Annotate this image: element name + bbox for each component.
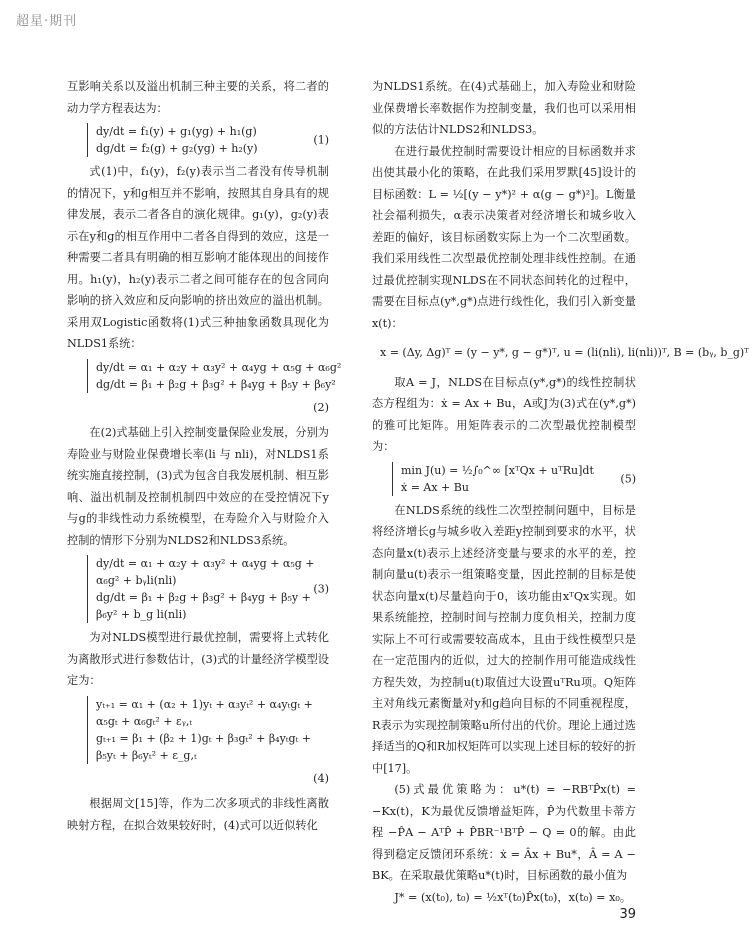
equation-line: dg/dt = f₂(g) + g₂(yg) + h₂(y) (96, 142, 258, 155)
equation-5 (372, 462, 636, 496)
right-column (372, 76, 749, 908)
paragraph: (5)式最优策略为：u*(t) = −RBᵀP̂x(t) = −Kx(t)，K为最优反馈增益矩阵，P̂为代数里卡蒂方程 −P̂A − AᵀP̂ + P̂BR⁻¹BᵀP̂ − Q = 0的解。由此得到稳定反馈闭环系统：ẋ = Âx + Bu*，Â = A − BK。在采取最优策略u*(t)时，目标函数的最小值为 (372, 783, 636, 882)
equation-line: β₆y² + b_g li(nli) (96, 608, 187, 621)
equation-line: dg/dt = β₁ + β₂g + β₃g² + β₄yg + β₅y + (96, 591, 311, 604)
paragraph: 根据周文[15]等，作为二次多项式的非线性离散映射方程，在拟合效果较好时，(4)式可以近似转化 (67, 797, 329, 832)
equation-number: (1) (313, 133, 329, 147)
paragraph: J* = (x(t₀), t₀) = ½xᵀ(t₀)P̂x(t₀)，x(t₀) = x₀。 (394, 890, 632, 904)
equation-line: yₜ₊₁ = α₁ + (α₂ + 1)yₜ + α₃yₜ² + α₄yₜgₜ + (96, 697, 313, 711)
journal-header: 超星·期刊 (16, 14, 78, 29)
equation-number: (2) (313, 400, 329, 414)
paragraph: 在(2)式基础上引入控制变量保险业发展，分别为寿险业与财险业保费增长率(li 与 nli)，对NLDS1系统实施直接控制，(3)式为包含自我发展机制、相互影响、溢出机制及控制机制四中效应的在受控情况下y与g的非线性动力系统模型，在寿险介入与财险介入控制的情形下分别为NLDS2和NLDS3系统。 (67, 426, 329, 547)
equation-line: min J(u) = ½∫₀^∞ [xᵀQx + uᵀRu]dt (401, 463, 594, 477)
equation-line: α₅gₜ + α₆gₜ² + εᵧ,ₜ (96, 714, 193, 728)
equation-line: dy/dt = f₁(y) + g₁(yg) + h₁(g) (96, 125, 257, 138)
equation-line: dy/dt = α₁ + α₂y + α₃y² + α₄yg + α₅g + α₆g² (96, 360, 342, 374)
equation-1 (67, 123, 329, 157)
paragraph: 在进行最优控制时需要设计相应的目标函数并求出使其最小化的策略，在此我们采用罗默[45]设计的目标函数：L = ½[(y − y*)² + α(g − g*)²]。L衡量社会福利损失，α表示决策者对经济增长和城乡收入差距的偏好，该目标函数实际上为一个二次型函数。我们采用线性二次型最优控制处理非线性控制。在通过最优控制实现NLDS在不同状态间转化的过程中，需要在目标点(y*,g*)点进行线性化，我们引入新变量x(t)： (372, 144, 636, 330)
equation-number: (3) (313, 582, 329, 596)
equation-number: (5) (620, 472, 636, 485)
equation-line: dg/dt = β₁ + β₂g + β₃g² + β₄yg + β₅y + β₆y² (96, 377, 336, 391)
equation-line: ẋ = Ax + Bu (401, 480, 469, 494)
paragraph: 取A = J，NLDS在目标点(y*,g*)的线性控制状态方程组为：ẋ = Ax + Bu，A或J为(3)式在(y*,g*)的雅可比矩阵。用矩阵表示的二次型最优控制模型为： (372, 375, 636, 453)
equation-line: α₆g² + bᵧli(nli) (96, 574, 177, 587)
equation-3 (67, 555, 329, 623)
paragraph: 互影响关系以及溢出机制三种主要的关系，将二者的动力学方程表达为： (67, 80, 329, 115)
paragraph: 在NLDS系统的线性二次型控制问题中，目标是将经济增长g与城乡收入差距y控制到要求的水平，状态向量x(t)表示上述经济变量与要求的水平的差，控制向量u(t)表示一组策略变量，因此控制的目标是使状态向量x(t)尽量趋向于0，该功能由xᵀQx实现。如果系统能控，控制时间与控制力度负相关，控制力度实际上不可行或需要较高成本，且由于线性模型只是在一定范围内的近似，过大的控制作用可能造成线性方程失效，为控制u(t)取值过大设置uᵀRu项。Q矩阵主对角线元素衡量对y和g趋向目标的不同重视程度，R表示为实现控制策略u所付出的代价。理论上通过选择适当的Q和R加权矩阵可以实现上述目标的较好的折中[17]。 (372, 503, 636, 775)
equation-2 (67, 359, 342, 393)
paragraph: 式(1)中，f₁(y)，f₂(y)表示当二者没有传导机制的情况下，y和g相互并不影响，按照其自身具有的规律发展，表示二者各自的演化规律。g₁(y)，g₂(y)表示在y和g的相互作用中二者各自得到的效应，这是一种需要二者具有明确的相互影响才能体现出的间接作用。h₁(y)，h₂(y)表示二者之间可能存在的包含同向影响的挤入效应和反向影响的挤出效应的溢出机制。采用双Logistic函数将(1)式三种抽象函数具现化为NLDS1系统： (67, 165, 329, 350)
page-number: 39 (619, 907, 636, 922)
equation-number: (4) (313, 771, 329, 785)
equation-line: gₜ₊₁ = β₁ + (β₂ + 1)gₜ + β₃gₜ² + β₄yₜgₜ + (96, 731, 311, 745)
equation-line: dy/dt = α₁ + α₂y + α₃y² + α₄yg + α₅g + (96, 557, 315, 570)
paragraph: 为NLDS1系统。在(4)式基础上，加入寿险业和财险业保费增长率数据作为控制变量，我们也可以采用相似的方法估计NLDS2和NLDS3。 (372, 80, 636, 136)
equation-line: β₅yₜ + β₆yₜ² + ε_g,ₜ (96, 748, 197, 762)
left-column (67, 76, 342, 836)
equation-4 (67, 696, 329, 764)
matrix-definition: x = (Δy, Δg)ᵀ = (y − y*, g − g*)ᵀ, u = (li(nli), li(nli))ᵀ, B = (bᵧ, b_g)ᵀ (380, 346, 749, 359)
paragraph: 为对NLDS模型进行最优控制，需要将上式转化为离散形式进行参数估计，(3)式的计量经济学模型设定为： (67, 631, 329, 687)
